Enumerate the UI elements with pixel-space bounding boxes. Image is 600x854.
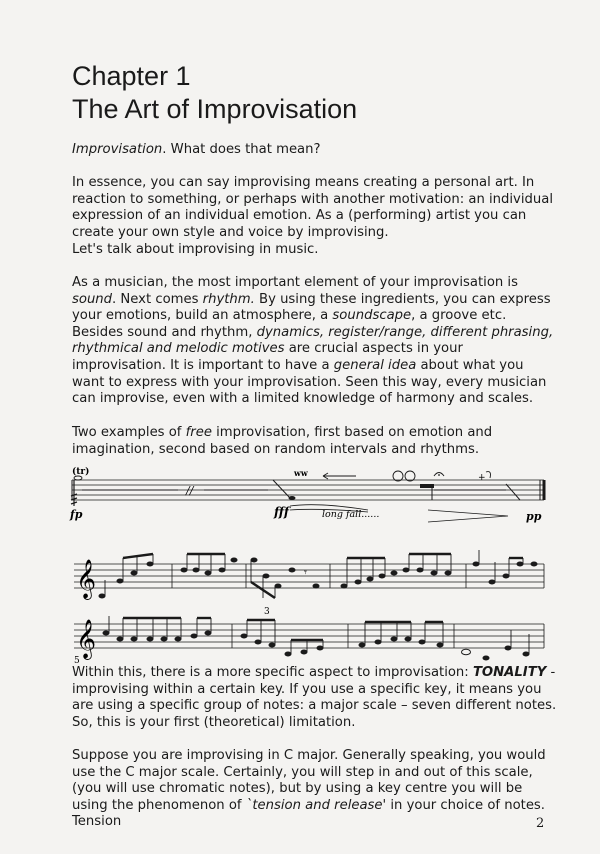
term-tonality: TONALITY xyxy=(472,665,547,680)
slash-mark: // xyxy=(186,484,194,497)
fall-line xyxy=(506,484,520,500)
chapter-title: The Art of Improvisation xyxy=(72,94,358,124)
term-soundscape: soundscape xyxy=(332,308,412,324)
music-example-free-notation xyxy=(68,466,552,524)
paragraph-music: Let's talk about improvising in music. xyxy=(72,242,319,257)
music-example-random-intervals xyxy=(68,546,552,664)
c-major-text-c: in your choice of notes. Tension xyxy=(72,797,545,830)
paragraph-musician xyxy=(72,275,558,408)
free-text-c: improvisation, first based on emotion and imagination, second based on random intervals and rhythms. xyxy=(72,425,493,457)
treble-clef-icon: 𝄞 xyxy=(76,559,97,599)
musician-text-i: are crucial aspects in your improvisation. It is important to have a xyxy=(72,341,463,373)
long-fall-label: long fall...... xyxy=(322,509,380,520)
chapter-heading xyxy=(72,60,357,126)
treble-clef-icon-2: 𝄞 xyxy=(76,619,97,659)
paragraph-essence: In essence, you can say improvising means creating a personal art. In reaction to something, or perhaps with another motivation: an individual expression of an individual emotion. As a (performing) artist you can create your own style and voice by improvising. xyxy=(72,175,553,240)
term-tension-release: `tension and release' xyxy=(245,797,387,813)
staff-2-lines xyxy=(74,624,544,648)
circle-mark-2 xyxy=(405,471,415,481)
dynamic-fp: fp xyxy=(70,508,83,521)
page-number: 2 xyxy=(536,816,545,831)
term-sound: sound xyxy=(72,291,113,307)
free-text-a: Two examples of xyxy=(72,425,186,440)
fermata-dot xyxy=(438,474,440,476)
dynamic-fff: fff xyxy=(274,505,290,519)
paragraph-intro-question xyxy=(72,142,558,159)
open-mark xyxy=(486,472,491,478)
measure-number: 5 xyxy=(74,656,80,664)
paragraph-free-examples xyxy=(72,425,558,458)
term-aspects: dynamics, register/range, different phrasing, rhythmical and melodic motives xyxy=(72,324,554,357)
intro-question-text: . What does that mean? xyxy=(162,142,321,157)
musician-text-e: By using these ingredients, you can express your emotions, build an atmosphere, a xyxy=(72,291,551,324)
term-improvisation: Improvisation xyxy=(72,142,163,157)
musician-text-a: As a musician, the most important element of your improvisation is xyxy=(72,275,518,290)
gliss-note xyxy=(289,496,296,500)
staff-1-lines xyxy=(74,564,544,588)
c-major-text-a: Suppose you are improvising in C major. Generally speaking, you would use the C major scale. Certainly, you will step in and out of this scale, (you will use chromatic notes), but by using a key centre you will be using the phenomenon of xyxy=(72,748,546,813)
tonality-text-c: - improvising within a certain key. If you use a specific key, it means you are using a specific group of notes: a major scale – seven different notes. So, this is your first (theoretical) limitation. xyxy=(72,665,557,730)
eighth-rest-icon: 𝄾 xyxy=(304,566,307,579)
musician-text-g: , a groove etc. Besides sound and rhythm, xyxy=(72,308,507,340)
diminuendo-hairpin xyxy=(428,510,508,522)
dynamic-pp: pp xyxy=(526,510,542,523)
tonality-text-a: Within this, there is a more specific aspect to improvisation: xyxy=(72,665,473,680)
term-free: free xyxy=(185,425,212,440)
term-rhythm: rhythm. xyxy=(202,291,255,307)
trill-mark: (tr) xyxy=(72,467,90,477)
chapter-label: Chapter 1 xyxy=(72,61,191,91)
musician-text-c: . Next comes xyxy=(112,291,203,307)
flutter-mark: ww xyxy=(294,468,308,478)
circle-mark-1 xyxy=(393,471,403,481)
paragraph-tonality xyxy=(72,665,558,731)
musician-text-k: about what you want to express with your improvisation. Seen this way, every musician can improvise, even with a limited knowledge of harmony and scales. xyxy=(72,357,547,407)
staff-1-stems xyxy=(105,550,523,598)
triplet-number: 3 xyxy=(264,607,270,617)
paragraph-c-major xyxy=(72,748,558,831)
plus-mark: + xyxy=(478,473,486,483)
term-general-idea: general idea xyxy=(333,357,417,373)
half-note xyxy=(462,649,471,655)
